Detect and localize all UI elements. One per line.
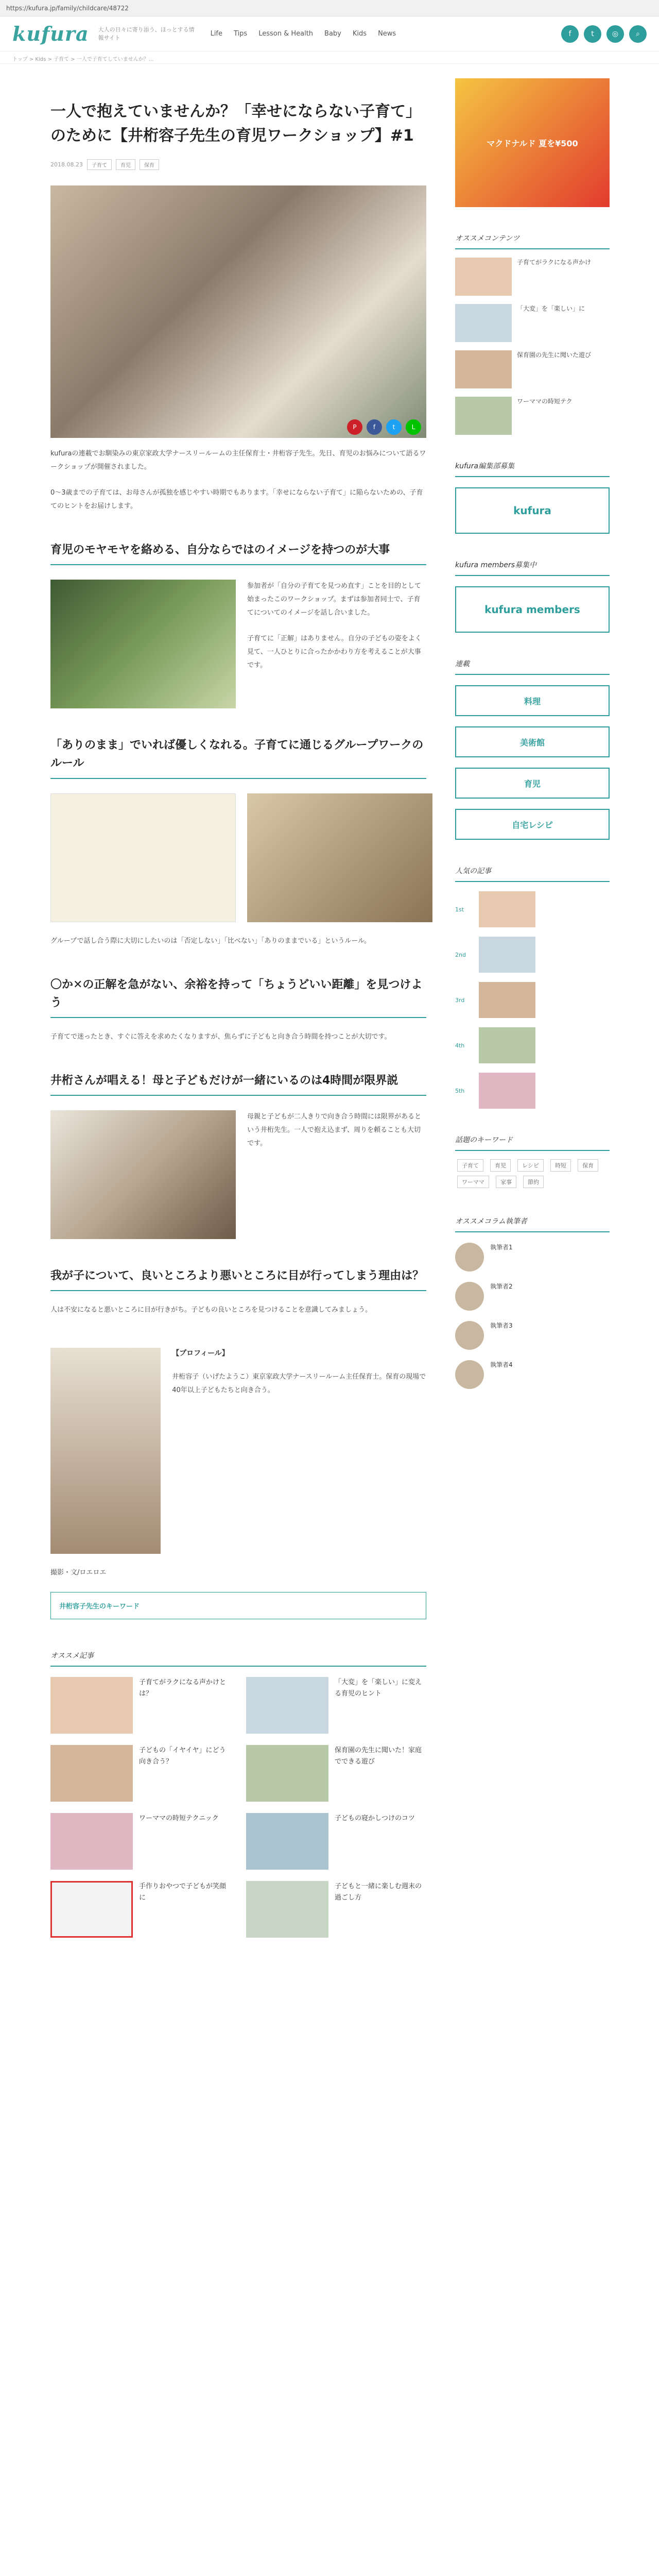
article-main: [50, 64, 426, 1938]
more-title: 保育園の先生に聞いた！家庭でできる遊び: [335, 1747, 422, 1766]
whiteboard-photo: [50, 793, 236, 922]
facebook-share-icon[interactable]: f: [367, 419, 382, 435]
avatar: [455, 1360, 484, 1389]
columnist-item[interactable]: [455, 1360, 610, 1389]
article-meta: [50, 159, 426, 170]
more-item[interactable]: [50, 1745, 231, 1802]
recommend-thumb: [455, 397, 512, 435]
rank-thumb: [479, 982, 535, 1018]
ranking-item[interactable]: [455, 1027, 610, 1063]
keyword-chip[interactable]: 時短: [550, 1159, 571, 1172]
paragraph: 0〜3歳までの子育ては、お母さんが孤独を感じやすい時期でもあります。「幸せにならない子育て」に陥らないための、子育てのヒントをお届けします。: [50, 489, 423, 510]
ad-text: マクドナルド 夏を¥500: [487, 138, 578, 148]
recommend-thumb: [455, 258, 512, 296]
sidebar-heading: 連載: [455, 653, 610, 675]
ad-banner[interactable]: [455, 78, 610, 207]
nav-tips[interactable]: [234, 30, 247, 38]
recommend-item[interactable]: [455, 304, 610, 342]
more-thumb: [246, 1677, 328, 1734]
site-header: [0, 16, 659, 52]
rank-thumb: [479, 937, 535, 973]
keyword-list: [455, 1157, 610, 1190]
url-text: https://kufura.jp/family/childcare/48722: [6, 4, 129, 12]
recommend-item[interactable]: [455, 350, 610, 388]
paragraph: kufuraの連載でお馴染みの東京家政大学ナースリールームの主任保育士・井桁容子先生。先日、育児のお悩みについて語るワークショップが開催されました。: [50, 450, 426, 471]
columnist-item[interactable]: [455, 1243, 610, 1272]
special-label: 育児: [524, 778, 541, 789]
keyword-chip[interactable]: ワーママ: [457, 1176, 489, 1188]
twitter-icon[interactable]: t: [584, 25, 601, 43]
keyword-chip[interactable]: レシピ: [517, 1159, 544, 1172]
ranking-item[interactable]: [455, 982, 610, 1018]
keyword-chip[interactable]: 育児: [490, 1159, 511, 1172]
keyword-chip[interactable]: 子育て: [457, 1159, 483, 1172]
main-nav: [211, 30, 396, 38]
url-bar[interactable]: [0, 0, 659, 16]
more-thumb: [246, 1745, 328, 1802]
header-icons: [561, 25, 647, 43]
more-item[interactable]: [50, 1881, 231, 1938]
sidebar-heading: オススメコラム執筆者: [455, 1211, 610, 1232]
article-date: 2018.08.23: [50, 161, 83, 168]
nav-label: News: [378, 30, 396, 38]
keyword-chip[interactable]: 節約: [523, 1176, 544, 1188]
article-tag[interactable]: 保育: [140, 159, 159, 170]
keyword-chip[interactable]: 家事: [496, 1176, 516, 1188]
nav-baby[interactable]: [324, 30, 341, 38]
paragraph: 子育てに「正解」はありません。自分の子どもの姿をよく見て、一人ひとりに合ったかかわり方を考えることが大事です。: [247, 635, 422, 670]
more-item[interactable]: [246, 1813, 426, 1870]
more-title: 「大変」を「楽しい」に変える育児のヒント: [335, 1679, 422, 1698]
more-item[interactable]: [246, 1881, 426, 1938]
rank-thumb: [479, 1027, 535, 1063]
special-label: 料理: [524, 696, 541, 706]
pinterest-icon[interactable]: P: [347, 419, 362, 435]
more-item[interactable]: [50, 1813, 231, 1870]
editor-banner[interactable]: kufura: [455, 487, 610, 534]
rank-number: 1st: [455, 906, 464, 913]
nav-label: Tips: [234, 30, 248, 38]
nav-label: Life: [210, 30, 223, 38]
special-label: 美術館: [519, 737, 545, 748]
rank-thumb: [479, 1073, 535, 1109]
special-banner[interactable]: [455, 685, 610, 716]
recommend-thumb: [455, 304, 512, 342]
profile-block: [50, 1348, 426, 1554]
recommend-title: 子育てがラクになる声かけ: [517, 259, 592, 266]
profile-photo: [50, 1348, 161, 1554]
special-banner[interactable]: [455, 809, 610, 840]
more-item[interactable]: [50, 1677, 231, 1734]
paragraph: グループで話し合う際に大切にしたいのは「否定しない」「比べない」「ありのままでいる」というルール。: [50, 937, 371, 945]
related-title: 井桁容子先生のキーワード: [59, 1603, 140, 1611]
content-wrap: [0, 64, 659, 1938]
recommend-title: ワーママの時短テク: [517, 398, 573, 405]
columnist-name: 執筆者1: [490, 1244, 513, 1251]
section-heading: 育児のモヤモヤを絡める、自分ならではのイメージを持つのが大事: [50, 541, 426, 565]
more-title: 子どもの「イヤイヤ」にどう向き合う？: [139, 1747, 226, 1766]
more-title: 子育てがラクになる声かけとは？: [139, 1679, 227, 1698]
more-thumb: [246, 1813, 328, 1870]
profile-text: 井桁容子（いげたようこ）東京家政大学ナースリールーム主任保育士。保育の現場で40年以上子どもたちと向き合う。: [172, 1373, 426, 1395]
line-share-icon[interactable]: L: [406, 419, 421, 435]
rank-number: 3rd: [455, 996, 465, 1004]
avatar: [455, 1243, 484, 1272]
paragraph: 母親と子どもが二人きりで向き合う時間には限界があるという井桁先生。一人で抱え込まず、周りを頼ることも大切です。: [247, 1113, 422, 1148]
recommend-item[interactable]: [455, 258, 610, 296]
ranking-item[interactable]: [455, 891, 610, 927]
article-title: 一人で抱えていませんか？「幸せにならない子育て」のために【井桁容子先生の育児ワークショップ】#1: [50, 103, 421, 145]
search-icon[interactable]: ⌕: [629, 25, 647, 43]
article-tag[interactable]: 育児: [116, 159, 135, 170]
paragraph: 人は不安になると悪いところに目が行きがち。子どもの良いところを見つけることを意識してみましょう。: [50, 1306, 372, 1314]
sidebar-heading: kufura編集部募集: [455, 455, 610, 477]
special-banner[interactable]: [455, 726, 610, 757]
instagram-icon[interactable]: ◎: [606, 25, 624, 43]
more-thumb: [50, 1677, 133, 1734]
article-tag[interactable]: 子育て: [87, 159, 112, 170]
paragraph: 子育てで迷ったとき、すぐに答えを求めたくなりますが、焦らずに子どもと向き合う時間を持つことが大切です。: [50, 1032, 391, 1041]
section-heading: 〇か✕の正解を急がない、余裕を持って「ちょうどいい距離」を見つけよう: [50, 976, 426, 1018]
more-item[interactable]: [246, 1677, 426, 1734]
ranking-item[interactable]: [455, 1073, 610, 1109]
columnist-name: 執筆者3: [490, 1322, 513, 1329]
site-logo[interactable]: kufura: [12, 22, 89, 45]
sidebar-heading: 人気の記事: [455, 860, 610, 882]
columnist-name: 執筆者4: [490, 1361, 513, 1368]
columnist-item[interactable]: [455, 1321, 610, 1350]
more-title: 子どもの寝かしつけのコツ: [335, 1815, 415, 1823]
sidebar: [455, 64, 610, 1938]
nav-life[interactable]: [211, 30, 222, 38]
special-banner[interactable]: [455, 768, 610, 799]
recommend-title: 「大変」を「楽しい」に: [517, 305, 585, 312]
more-title: 手作りおやつで子どもが笑顔に: [139, 1883, 227, 1902]
nav-lesson-health[interactable]: [258, 30, 313, 38]
nav-news[interactable]: [378, 30, 396, 38]
recommend-item[interactable]: [455, 397, 610, 435]
section-heading: 「ありのまま」でいれば優しくなれる。子育てに通じるグループワークのルール: [50, 736, 426, 778]
rank-number: 4th: [455, 1042, 465, 1049]
breadcrumb[interactable]: トップ > Kids > 子育て > 一人で子育てしていませんか？...: [0, 52, 659, 64]
profile-title: 【プロフィール】: [172, 1349, 229, 1358]
special-label: 自宅レシピ: [512, 820, 553, 830]
share-buttons: [50, 419, 426, 435]
facebook-icon[interactable]: f: [561, 25, 579, 43]
section-photo: [50, 1110, 236, 1239]
section-heading: 井桁さんが唱える！母と子どもだけが一緒にいるのは4時間が限界説: [50, 1072, 426, 1096]
site-tagline: 大人の日々に寄り添う、ほっとする情報サイト: [98, 26, 195, 41]
more-item[interactable]: [246, 1745, 426, 1802]
section-block: [50, 580, 426, 708]
columnist-item[interactable]: [455, 1282, 610, 1311]
more-heading: オススメ記事: [50, 1645, 426, 1667]
sidebar-heading: kufura members募集中: [455, 554, 610, 576]
section-block: [50, 1110, 426, 1239]
nav-label: Lesson & Health: [258, 30, 314, 38]
nav-kids[interactable]: [353, 30, 367, 38]
rank-thumb: [479, 891, 535, 927]
members-banner[interactable]: kufura members: [455, 586, 610, 633]
related-box: [50, 1592, 426, 1619]
more-thumb: [246, 1881, 328, 1938]
writer-credit: 撮影・文/ロエロエ: [50, 1569, 107, 1577]
section-photo: [50, 580, 236, 708]
avatar: [455, 1321, 484, 1350]
sidebar-heading: 話題のキーワード: [455, 1129, 610, 1151]
more-thumb: [50, 1813, 133, 1870]
more-title: ワーママの時短テクニック: [139, 1815, 219, 1823]
more-thumb: [50, 1745, 133, 1802]
keyword-chip[interactable]: 保育: [578, 1159, 598, 1172]
more-title: 子どもと一緒に楽しむ週末の過ごし方: [335, 1883, 422, 1902]
recommend-thumb: [455, 350, 512, 388]
nav-label: Kids: [352, 30, 367, 38]
nav-label: Baby: [324, 30, 341, 38]
workshop-photo: [247, 793, 432, 922]
more-grid: [50, 1677, 426, 1938]
lead-photo: [50, 185, 426, 438]
avatar: [455, 1282, 484, 1311]
section-block: [50, 793, 426, 922]
rank-number: 5th: [455, 1087, 465, 1094]
recommend-title: 保育園の先生に聞いた遊び: [517, 351, 592, 359]
section-heading: 我が子について、良いところより悪いところに目が行ってしまう理由は？: [50, 1267, 426, 1291]
sidebar-heading: オススメコンテンツ: [455, 228, 610, 249]
twitter-share-icon[interactable]: t: [386, 419, 402, 435]
paragraph: 参加者が「自分の子育てを見つめ直す」ことを目的として始まったこのワークショップ。まずは参加者同士で、子育てについてのイメージを話し合いました。: [247, 582, 422, 617]
more-thumb: [50, 1881, 133, 1938]
rank-number: 2nd: [455, 951, 466, 958]
ranking-item[interactable]: [455, 937, 610, 973]
columnist-name: 執筆者2: [490, 1283, 513, 1290]
